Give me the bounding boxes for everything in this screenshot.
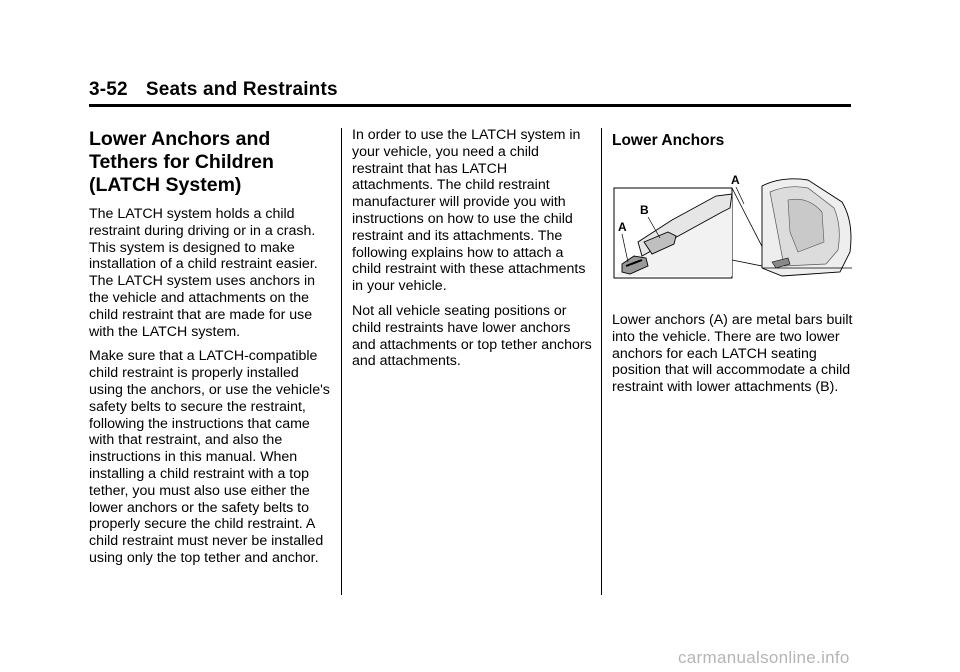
heading-line-1: Lower Anchors and: [89, 128, 271, 150]
label-a-top-pointer: [736, 187, 744, 204]
header-rule: [89, 104, 851, 107]
column-3: [612, 128, 857, 150]
column-divider-1: [341, 128, 342, 595]
page-number: 3-52: [89, 79, 128, 100]
watermark-text: carmanualsonline.info: [678, 648, 850, 667]
column-divider-2: [601, 128, 602, 595]
section-title: Seats and Restraints: [145, 79, 338, 100]
page-header: [89, 79, 849, 101]
label-b: B: [640, 203, 649, 217]
heading-line-2: Tethers for Children: [89, 151, 274, 173]
label-a-left: A: [618, 220, 627, 234]
lower-anchors-illustration: [612, 172, 857, 282]
heading-line-3: (LATCH System): [89, 174, 242, 196]
paragraph-latch-intro: The LATCH system holds a child restraint during driving or in a crash. This system is designed to make installation of a child restraint easier. The LATCH system uses anchors in the vehicle and attachments on the child restraint that are made for use with the LATCH system.: [89, 206, 318, 340]
paragraph-seating-positions: Not all vehicle seating positions or child restraints have lower anchors and attachments or top tether anchors and attachments.: [352, 302, 592, 370]
figure-caption: [612, 312, 857, 396]
column-2: [352, 127, 592, 378]
label-a-top: A: [731, 173, 740, 187]
caption-text: Lower anchors (A) are metal bars built into the vehicle. There are two lower anchors for each LATCH seating position that will accommodate a child restraint with lower attachments (B).: [612, 312, 853, 396]
paragraph-latch-requirements: In order to use the LATCH system in your vehicle, you need a child restraint that has LATCH attachments. The child restraint manufacturer will provide you with instructions on how to use the child restraint and its attachments. The following explains how to attach a child restraint with these attachments in your vehicle.: [352, 127, 586, 295]
subsection-heading: Lower Anchors: [612, 132, 725, 149]
section-heading: [89, 128, 335, 197]
paragraph-latch-install: Make sure that a LATCH-compatible child restraint is properly installed using the anchors, or use the vehicle's safety belts to secure the restraint, following the instructions that came with that restraint, and also the instructions in this manual. When installing a child restraint with a top tether, you must also use either the lower anchors or the safety belts to properly secure the child restraint. A child restraint must never be installed using only the top tether and anchor.: [89, 348, 330, 566]
column-1: [89, 128, 335, 575]
